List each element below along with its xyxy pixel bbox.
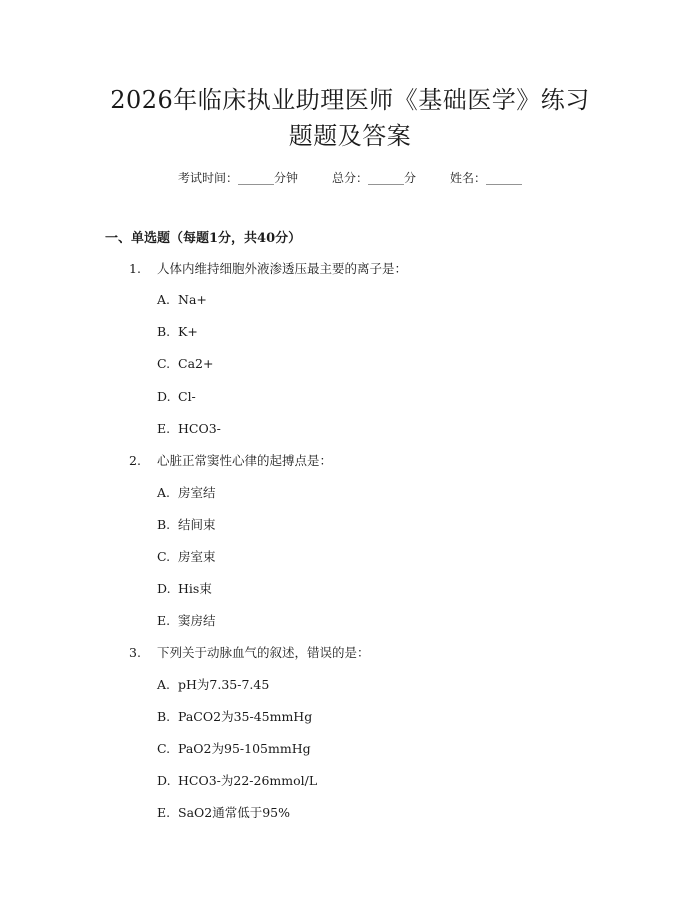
option-a	[157, 291, 207, 309]
option-e	[157, 420, 221, 438]
exam-time-unit: 分钟	[273, 171, 298, 185]
option-letter: A.	[157, 292, 171, 307]
option-text: 房室结	[178, 485, 216, 500]
option-letter: D.	[157, 773, 171, 788]
option-text: Cl-	[178, 389, 196, 404]
question-text: 人体内维持细胞外液渗透压最主要的离子是：	[157, 261, 408, 276]
option-d	[157, 388, 196, 406]
option-text: PaCO2为35-45mmHg	[178, 709, 313, 724]
total-score-blank: ______	[368, 171, 404, 185]
exam-info-row	[0, 169, 700, 187]
option-letter: B.	[157, 324, 171, 339]
option-letter: D.	[157, 389, 171, 404]
option-d	[157, 580, 212, 598]
option-letter: B.	[157, 517, 171, 532]
exam-time-label: 考试时间：	[177, 171, 238, 185]
question-number: 1.	[129, 261, 141, 276]
option-letter: E.	[157, 421, 171, 436]
option-letter: B.	[157, 709, 171, 724]
name-label: 姓名：	[450, 171, 487, 185]
question-2	[129, 452, 332, 470]
option-letter: C.	[157, 741, 171, 756]
question-text: 心脏正常窦性心律的起搏点是：	[157, 453, 333, 468]
option-e	[157, 804, 290, 822]
exam-time-field	[178, 169, 298, 187]
total-score-unit: 分	[404, 171, 417, 185]
option-e	[157, 612, 216, 630]
option-c	[157, 548, 216, 566]
exam-time-blank: ______	[237, 171, 274, 185]
option-text: His束	[178, 581, 212, 596]
option-letter: E.	[157, 613, 171, 628]
option-text: pH为7.35-7.45	[178, 677, 270, 692]
option-text: 结间束	[178, 517, 216, 532]
option-letter: A.	[157, 677, 171, 692]
option-letter: E.	[157, 805, 171, 820]
option-text: 房室束	[178, 549, 216, 564]
option-letter: C.	[157, 549, 171, 564]
document-title-line-2: 题题及答案	[288, 122, 412, 150]
question-number: 3.	[129, 645, 141, 660]
question-text: 下列关于动脉血气的叙述，错误的是：	[157, 645, 370, 660]
option-a	[157, 676, 269, 694]
option-text: HCO3-	[178, 421, 221, 436]
question-1	[129, 260, 407, 278]
option-c	[157, 355, 213, 373]
option-text: HCO3-为22-26mmol/L	[178, 773, 318, 788]
option-b	[157, 516, 216, 534]
option-text: 窦房结	[178, 613, 216, 628]
option-letter: A.	[157, 485, 171, 500]
option-text: SaO2通常低于95%	[178, 805, 290, 820]
name-field	[450, 169, 522, 187]
option-text: Na+	[178, 292, 207, 307]
name-blank: ______	[486, 171, 523, 185]
option-d	[157, 772, 317, 790]
option-text: PaO2为95-105mmHg	[178, 741, 311, 756]
document-title-line-1: 2026年临床执业助理医师《基础医学》练习	[110, 86, 590, 114]
total-score-field	[332, 169, 416, 187]
option-c	[157, 740, 311, 758]
total-score-label: 总分：	[331, 171, 368, 185]
question-3	[129, 644, 370, 662]
option-b	[157, 323, 198, 341]
option-text: K+	[178, 324, 198, 339]
option-text: Ca2+	[178, 356, 214, 371]
option-a	[157, 484, 216, 502]
question-number: 2.	[129, 453, 141, 468]
option-b	[157, 708, 312, 726]
option-letter: C.	[157, 356, 171, 371]
section-title: 一、单选题（每题1分，共40分）	[105, 231, 302, 246]
option-letter: D.	[157, 581, 171, 596]
